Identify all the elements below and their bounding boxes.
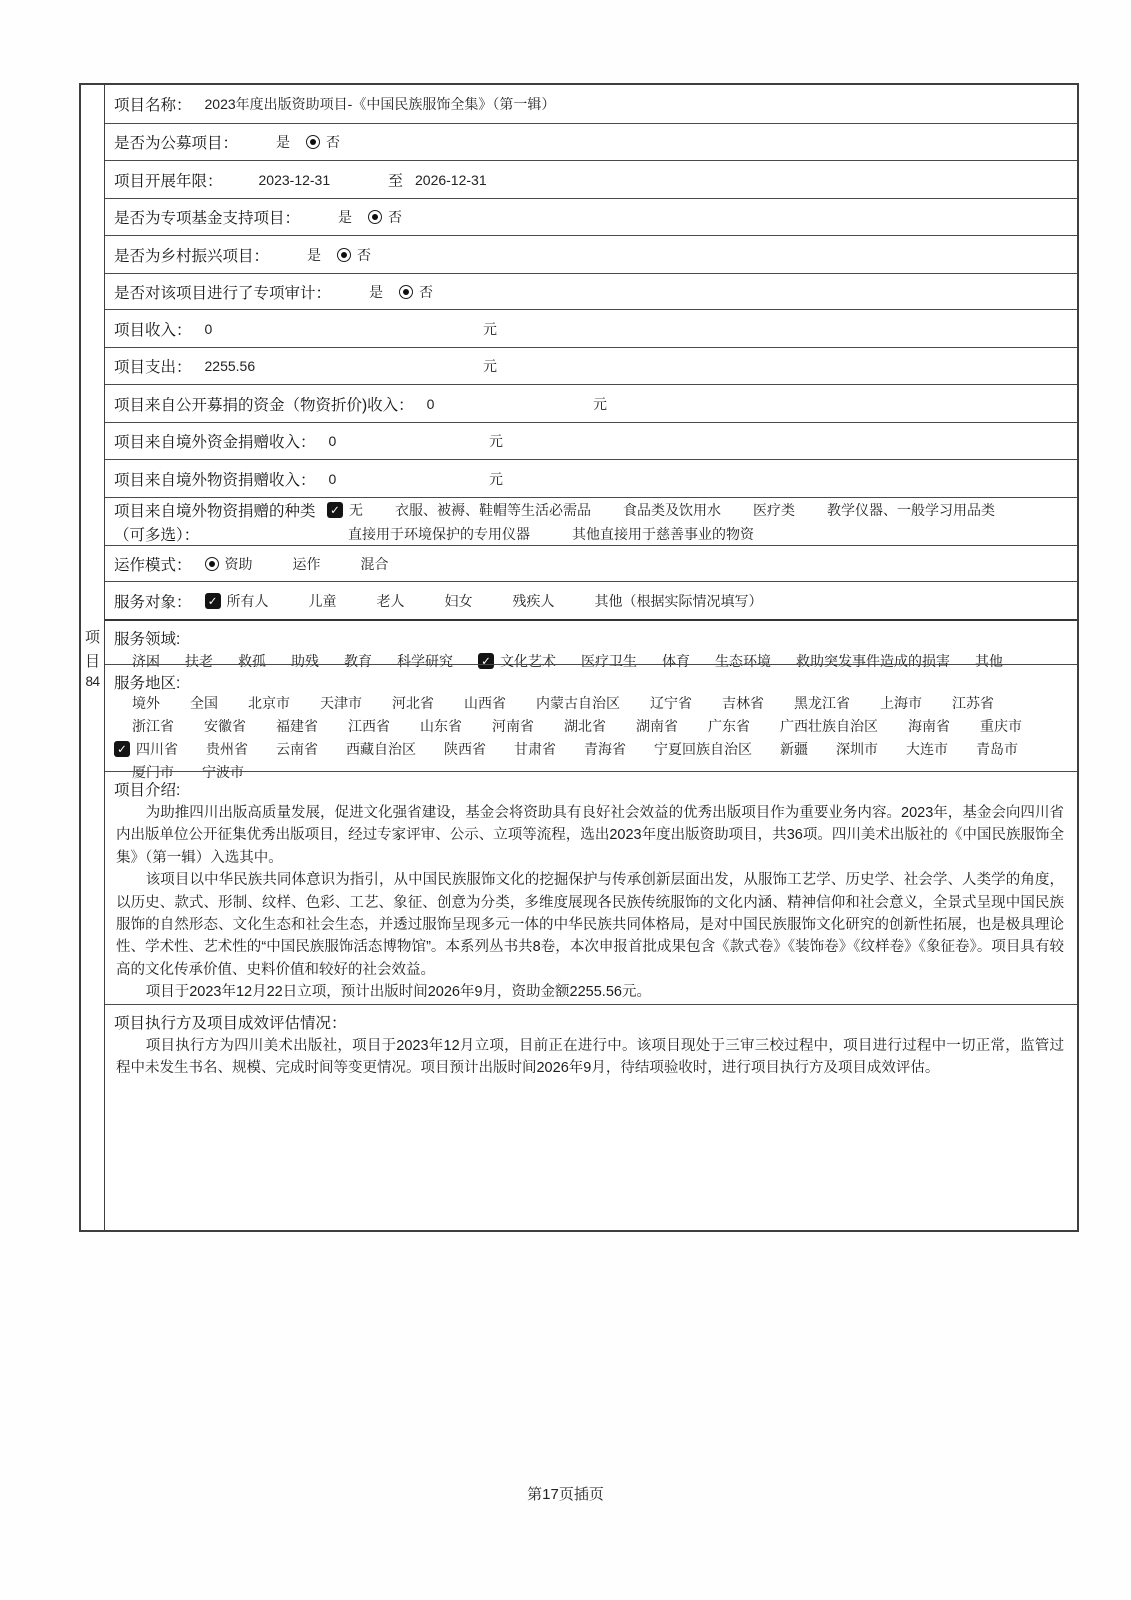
option-label: 妇女 [444,592,473,609]
option-item[interactable] [190,693,218,713]
option-item[interactable] [132,693,160,713]
project-intro-label: 项目介绍: [114,782,181,799]
row-project-name [105,85,1077,123]
overseas-goods-unit: 元 [489,470,503,487]
service-region-label: 服务地区: [114,675,181,692]
row-service-field [105,619,1077,669]
option-item[interactable] [650,693,692,713]
public-donation-label: 项目来自公开募捐的资金（物资折价)收入： [114,396,414,414]
option-item[interactable] [348,524,530,544]
service-target-label: 服务对象： [114,593,192,611]
option-label: 甘肃省 [514,741,556,757]
option-item[interactable] [572,524,754,544]
option-label: 黑龙江省 [794,695,850,711]
checkbox-checked-icon: ✓ [205,593,221,609]
option-label: 科学研究 [397,653,453,669]
option-label: 吉林省 [722,695,764,711]
option-item[interactable] [654,739,752,759]
row-overseas-goods-types [105,497,1077,545]
row-overseas-goods-income [105,459,1077,497]
option-label: 大连市 [906,741,948,757]
option-label: 重庆市 [980,718,1022,734]
overseas-fund-label: 项目来自境外资金捐赠收入： [114,434,316,451]
option-item[interactable] [636,716,678,736]
option-label: 全国 [190,695,218,711]
overseas-goods-value[interactable]: 0 [328,470,337,487]
option-label: 新疆 [780,741,808,757]
option-label: 医疗类 [753,501,795,518]
checkbox-checked-icon: ✓ [114,741,130,757]
option-item[interactable] [293,554,321,574]
service-region-line2 [132,716,1068,736]
option-item[interactable] [780,716,878,736]
goods-types-label-line1: 项目来自境外物资捐赠的种类 [114,502,316,520]
option-label: 扶老 [185,653,213,669]
row-rural-revitalization [105,235,1077,273]
intro-paragraph-3: 项目于2023年12月22日立项，预计出版时间2026年9月，资助金额2255.56元。 [145,984,651,1001]
option-selected[interactable] [327,500,363,520]
evaluation-label: 项目执行方及项目成效评估情况： [114,1015,347,1032]
row-project-period [105,160,1077,198]
option-item[interactable] [395,500,591,520]
option-item[interactable] [976,739,1018,759]
option-label: 海南省 [908,718,950,734]
row-service-region [105,664,1077,780]
option-label: 宁波市 [202,764,244,780]
option-label: 陕西省 [444,741,486,757]
option-yes[interactable]: 是 [338,209,353,225]
option-label: 山西省 [464,695,506,711]
option-item[interactable] [444,739,486,759]
option-label: 湖南省 [636,718,678,734]
evaluation-paragraph-1: 项目执行方为四川美术出版社，项目于2023年12月立项，目前正在进行中。该项目现处于三审三校过程中，项目进行过程中一切正常，监管过程中未发生书名、规模、完成时间等变更情况。项目预计出版时间2026年9月，待结项验收时，进行项目执行方及项目成效评估。 [116,1038,1064,1077]
expense-value[interactable]: 2255.56 [204,358,256,374]
option-item[interactable] [722,693,764,713]
option-item[interactable] [906,739,948,759]
audit-label: 是否对该项目进行了专项审计： [114,284,332,302]
option-item[interactable] [348,716,390,736]
option-item[interactable] [276,739,318,759]
option-item[interactable] [536,693,620,713]
row-overseas-fund-income [105,422,1077,459]
option-label: 混合 [360,555,389,572]
option-label: 北京市 [248,695,290,711]
service-field-label: 服务领域: [114,631,181,648]
period-to-label: 至 [388,172,404,189]
option-label: 福建省 [276,718,318,734]
option-item[interactable] [248,693,290,713]
radio-selected-icon[interactable] [337,248,351,262]
expense-unit: 元 [483,358,497,374]
option-item[interactable] [206,739,248,759]
period-start-value[interactable]: 2023-12-31 [258,171,331,188]
option-label: 其他 [975,653,1003,669]
project-period-label: 项目开展年限： [114,172,223,190]
row-public-donation-income [105,384,1077,422]
goods-types-options-line2 [348,524,995,544]
option-label: 青岛市 [976,741,1018,757]
option-label: 河南省 [492,718,534,734]
option-selected[interactable] [114,739,178,759]
option-label: 深圳市 [836,741,878,757]
option-yes[interactable]: 是 [276,134,291,150]
income-label: 项目收入： [114,321,192,339]
option-label: 江苏省 [952,695,994,711]
option-item[interactable] [361,554,389,574]
option-selected[interactable] [205,591,269,611]
option-label: 其他直接用于慈善事业的物资 [572,525,754,542]
option-selected[interactable] [205,554,253,574]
option-item[interactable] [204,716,246,736]
option-yes[interactable]: 是 [369,283,384,300]
option-item[interactable] [836,739,878,759]
rural-label: 是否为乡村振兴项目： [114,247,270,265]
public-donation-value[interactable]: 0 [426,395,435,412]
option-label: 资助 [224,555,253,572]
row-special-fund [105,198,1077,235]
option-label: 内蒙古自治区 [536,695,620,711]
period-end-value[interactable]: 2026-12-31 [415,171,487,188]
service-target-options [205,591,763,611]
row-public-offering [105,123,1077,160]
project-name-value: 2023年度出版资助项目-《中国民族服饰全集》（第一辑） [204,96,556,112]
option-label: 其他（根据实际情况填写） [594,592,763,609]
option-label: 境外 [132,695,160,711]
income-value[interactable]: 0 [204,320,213,337]
checkbox-checked-icon: ✓ [478,653,494,669]
side-char: 项 [84,629,100,646]
overseas-fund-value[interactable]: 0 [328,433,337,449]
option-label: 贵州省 [206,741,248,757]
option-label: 无 [349,501,363,518]
project-form-table [79,83,1079,1232]
side-project-number: 84 [85,674,100,689]
option-label: 老人 [376,592,405,609]
evaluation-body [114,1033,1068,1080]
option-item[interactable] [780,739,808,759]
option-item[interactable] [564,716,606,736]
row-project-income [105,309,1077,347]
public-donation-unit: 元 [593,395,607,412]
option-item[interactable] [492,716,534,736]
operation-mode-options [205,554,389,574]
overseas-fund-unit: 元 [489,433,503,449]
option-label: 云南省 [276,741,318,757]
option-no[interactable]: 否 [326,134,341,150]
option-label: 体育 [662,653,690,669]
option-item[interactable] [584,739,626,759]
expense-label: 项目支出： [114,359,192,376]
option-label: 四川省 [136,741,178,757]
option-label: 河北省 [392,695,434,711]
radio-selected-icon[interactable] [368,210,382,224]
option-label: 湖北省 [564,718,606,734]
option-label: 教学仪器、一般学习用品类 [827,501,995,518]
checkbox-checked-icon: ✓ [327,502,343,518]
row-service-target [105,581,1077,619]
option-label: 天津市 [320,695,362,711]
option-no[interactable]: 否 [388,209,403,225]
option-item[interactable] [377,591,405,611]
option-item[interactable] [595,591,763,611]
option-item[interactable] [445,591,473,611]
option-no[interactable]: 否 [419,283,434,300]
option-label: 辽宁省 [650,695,692,711]
option-label: 安徽省 [204,718,246,734]
income-unit: 元 [483,320,497,337]
option-label: 直接用于环境保护的专用仪器 [348,525,530,542]
option-label: 生态环境 [715,653,771,669]
option-item[interactable] [980,716,1022,736]
option-label: 厦门市 [132,764,174,780]
radio-selected-icon[interactable] [306,135,320,149]
option-label: 广西壮族自治区 [780,718,878,734]
option-no[interactable]: 否 [357,246,372,263]
option-label: 济困 [132,653,160,669]
public-offering-label: 是否为公募项目： [114,135,239,152]
form-rows [105,85,1077,1230]
option-item[interactable] [464,693,506,713]
special-fund-label: 是否为专项基金支持项目： [114,210,301,227]
option-item[interactable] [392,693,434,713]
option-item[interactable] [794,693,850,713]
service-region-line3 [114,739,1068,759]
radio-selected-icon [205,557,219,571]
row-special-audit [105,273,1077,309]
option-item[interactable] [346,739,416,759]
option-label: 江西省 [348,718,390,734]
option-item[interactable] [276,716,318,736]
option-label: 广东省 [708,718,750,734]
service-region-line1 [132,693,1068,713]
option-label: 教育 [344,653,372,669]
option-label: 救孤 [238,653,266,669]
row-evaluation [105,1004,1077,1230]
row-operation-mode [105,545,1077,581]
project-name-label: 项目名称： [114,97,192,114]
intro-paragraph-1: 为助推四川出版高质量发展，促进文化强省建设，基金会将资助具有良好社会效益的优秀出版项目作为重要业务内容。2023年，基金会向四川省内出版单位公开征集优秀出版项目，经过专家评审、公示、立项等流程，选出2023年度出版资助项目，共36项。四川美术出版社的《中国民族服饰全集》（第一辑）入选其中。 [116,805,1064,866]
option-label: 山东省 [420,718,462,734]
option-label: 文化艺术 [500,653,556,669]
option-label: 食品类及饮用水 [623,501,721,518]
option-label: 青海省 [584,741,626,757]
option-label: 儿童 [308,592,337,609]
option-label: 助残 [291,653,319,669]
option-label: 西藏自治区 [346,741,416,757]
intro-paragraph-2: 该项目以中华民族共同体意识为指引，从中国民族服饰文化的挖掘保护与传承创新层面出发，从服饰工艺学、历史学、社会学、人类学的角度，以历史、款式、形制、纹样、色彩、工艺、象征、创意为分类，多维度展现各民族传统服饰的文化内涵、精神信仰和社会意义，全景式呈现中国民族服饰的自然形态、文化生态和社会生态，并透过服饰呈现多元一体的中华民族共同体格局，是对中国民族服饰文化研究的创新性拓展，也是极具理论性、学术性、艺术性的“中国民族服饰活态博物馆”。本系列丛书共8卷，本次申报首批成果包含《款式卷》《装饰卷》《纹样卷》《象征卷》。项目具有较高的文化传承价值、史料价值和较好的社会效益。 [116,872,1064,978]
option-label: 所有人 [226,592,269,609]
side-char: 目 [84,653,100,670]
row-project-intro [105,771,1077,1004]
option-yes[interactable]: 是 [307,246,322,263]
page-number-label: 第17页插页 [527,1486,604,1503]
option-item[interactable] [623,500,721,520]
option-item[interactable] [320,693,362,713]
option-label: 医疗卫生 [581,653,637,669]
option-item[interactable] [514,739,556,759]
side-project-index [81,85,105,1230]
option-item[interactable] [880,693,922,713]
option-item[interactable] [827,500,995,520]
option-item[interactable] [908,716,950,736]
goods-types-options [327,500,995,544]
page-footer [0,1483,1131,1504]
goods-types-label [114,499,327,545]
option-label: 救助突发事件造成的损害 [796,653,950,669]
option-label: 宁夏回族自治区 [654,741,752,757]
option-label: 残疾人 [512,592,555,609]
option-item[interactable] [753,500,795,520]
goods-types-label-line2: （可多选）： [114,526,200,544]
option-label: 运作 [292,555,321,572]
row-project-expense [105,347,1077,384]
overseas-goods-label: 项目来自境外物资捐赠收入： [114,471,316,489]
operation-mode-label: 运作模式： [114,556,192,574]
project-intro-body [114,800,1068,1004]
goods-types-options-line1 [327,500,995,520]
option-item[interactable] [309,591,337,611]
option-item[interactable] [132,716,174,736]
option-item[interactable] [708,716,750,736]
option-item[interactable] [952,693,994,713]
option-item[interactable] [420,716,462,736]
option-label: 浙江省 [132,718,174,734]
option-item[interactable] [513,591,555,611]
radio-selected-icon[interactable] [399,285,413,299]
option-label: 上海市 [880,695,922,711]
option-label: 衣服、被褥、鞋帽等生活必需品 [395,501,591,518]
